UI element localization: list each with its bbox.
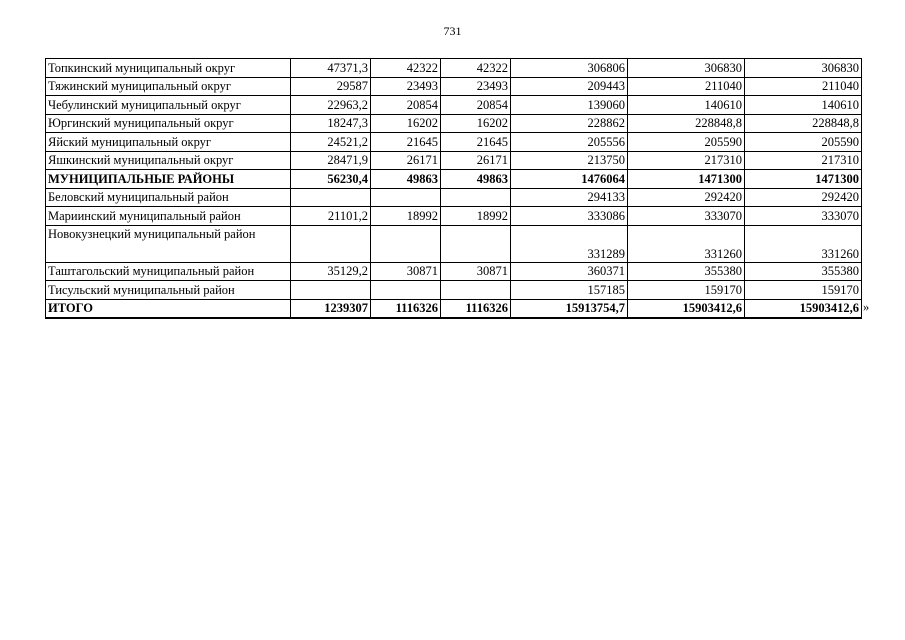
value-cell-c4: 139060 [511, 96, 628, 115]
value-cell-c6: 217310 [745, 151, 862, 170]
value-cell-c1: 47371,3 [291, 59, 371, 78]
value-cell-c2 [371, 225, 441, 262]
table-row [46, 262, 862, 281]
value-cell-c4: 1476064 [511, 170, 628, 189]
row-name-cell: Яйский муниципальный округ [46, 133, 291, 152]
value-cell-c6: 355380 [745, 262, 862, 281]
page-number: 731 [443, 24, 462, 38]
value-cell-c2: 23493 [371, 77, 441, 96]
value-cell-c2 [371, 188, 441, 207]
row-name-cell: Тяжинский муниципальный округ [46, 77, 291, 96]
value-cell-c1: 18247,3 [291, 114, 371, 133]
value-cell-c3 [441, 281, 511, 300]
table-row [46, 77, 862, 96]
value-cell-c1: 28471,9 [291, 151, 371, 170]
row-name-cell: Юргинский муниципальный округ [46, 114, 291, 133]
value-cell-c4: 205556 [511, 133, 628, 152]
value-cell-c6: 331260 [745, 225, 862, 262]
table-row [46, 114, 862, 133]
value-cell-c4: 209443 [511, 77, 628, 96]
value-cell-c4: 294133 [511, 188, 628, 207]
row-name-cell: Беловский муниципальный район [46, 188, 291, 207]
value-cell-c3: 30871 [441, 262, 511, 281]
value-cell-c1 [291, 225, 371, 262]
value-cell-c1 [291, 281, 371, 300]
table-row [46, 170, 862, 189]
value-cell-c2: 18992 [371, 207, 441, 226]
value-cell-c1: 35129,2 [291, 262, 371, 281]
closing-quote-mark: » [863, 300, 870, 314]
value-cell-c1: 1239307 [291, 299, 371, 318]
value-cell-c4: 228862 [511, 114, 628, 133]
value-cell-c4: 306806 [511, 59, 628, 78]
value-cell-c6: 140610 [745, 96, 862, 115]
value-cell-c3: 20854 [441, 96, 511, 115]
value-cell-c6: 306830 [745, 59, 862, 78]
value-cell-c6: 211040 [745, 77, 862, 96]
value-cell-c6: 1471300 [745, 170, 862, 189]
row-name-cell: Топкинский муниципальный округ [46, 59, 291, 78]
value-cell-c4: 157185 [511, 281, 628, 300]
value-cell-c3 [441, 188, 511, 207]
table-row [46, 59, 862, 78]
value-cell-c2: 42322 [371, 59, 441, 78]
value-cell-c1: 29587 [291, 77, 371, 96]
value-cell-c5: 1471300 [628, 170, 745, 189]
row-name-cell: Яшкинский муниципальный округ [46, 151, 291, 170]
value-cell-c1: 56230,4 [291, 170, 371, 189]
value-cell-c5: 333070 [628, 207, 745, 226]
row-name-cell: Таштагольский муниципальный район [46, 262, 291, 281]
value-cell-c6: 292420 [745, 188, 862, 207]
value-cell-c2: 1116326 [371, 299, 441, 318]
value-cell-c3: 26171 [441, 151, 511, 170]
value-cell-c6: 15903412,6 [745, 299, 862, 318]
value-cell-c2: 20854 [371, 96, 441, 115]
value-cell-c5: 217310 [628, 151, 745, 170]
value-cell-c4: 333086 [511, 207, 628, 226]
table-row [46, 299, 862, 318]
value-cell-c5: 355380 [628, 262, 745, 281]
row-name-cell: МУНИЦИПАЛЬНЫЕ РАЙОНЫ [46, 170, 291, 189]
value-cell-c1: 22963,2 [291, 96, 371, 115]
value-cell-c5: 205590 [628, 133, 745, 152]
value-cell-c2: 49863 [371, 170, 441, 189]
value-cell-c3 [441, 225, 511, 262]
table-row [46, 151, 862, 170]
value-cell-c5: 292420 [628, 188, 745, 207]
value-cell-c2 [371, 281, 441, 300]
budget-table [45, 58, 862, 319]
value-cell-c6: 333070 [745, 207, 862, 226]
value-cell-c4: 213750 [511, 151, 628, 170]
table-row [46, 207, 862, 226]
value-cell-c5: 331260 [628, 225, 745, 262]
table-row [46, 188, 862, 207]
value-cell-c3: 42322 [441, 59, 511, 78]
value-cell-c2: 30871 [371, 262, 441, 281]
value-cell-c3: 1116326 [441, 299, 511, 318]
row-name-cell: Мариинский муниципальный район [46, 207, 291, 226]
table-row [46, 96, 862, 115]
value-cell-c4: 331289 [511, 225, 628, 262]
value-cell-c5: 211040 [628, 77, 745, 96]
value-cell-c1: 24521,2 [291, 133, 371, 152]
value-cell-c6: 228848,8 [745, 114, 862, 133]
value-cell-c3: 21645 [441, 133, 511, 152]
value-cell-c3: 23493 [441, 77, 511, 96]
table-row [46, 133, 862, 152]
row-name-cell: Чебулинский муниципальный округ [46, 96, 291, 115]
table-row [46, 225, 862, 262]
value-cell-c5: 15903412,6 [628, 299, 745, 318]
value-cell-c5: 228848,8 [628, 114, 745, 133]
value-cell-c3: 18992 [441, 207, 511, 226]
value-cell-c1 [291, 188, 371, 207]
row-name-cell: Новокузнецкий муниципальный район [46, 225, 291, 262]
row-name-cell: ИТОГО [46, 299, 291, 318]
value-cell-c2: 26171 [371, 151, 441, 170]
value-cell-c6: 159170 [745, 281, 862, 300]
value-cell-c3: 49863 [441, 170, 511, 189]
value-cell-c1: 21101,2 [291, 207, 371, 226]
value-cell-c6: 205590 [745, 133, 862, 152]
table-row [46, 281, 862, 300]
value-cell-c5: 140610 [628, 96, 745, 115]
row-name-cell: Тисульский муниципальный район [46, 281, 291, 300]
value-cell-c2: 21645 [371, 133, 441, 152]
value-cell-c5: 306830 [628, 59, 745, 78]
table-body [46, 59, 862, 319]
value-cell-c5: 159170 [628, 281, 745, 300]
value-cell-c2: 16202 [371, 114, 441, 133]
value-cell-c4: 15913754,7 [511, 299, 628, 318]
value-cell-c3: 16202 [441, 114, 511, 133]
value-cell-c4: 360371 [511, 262, 628, 281]
